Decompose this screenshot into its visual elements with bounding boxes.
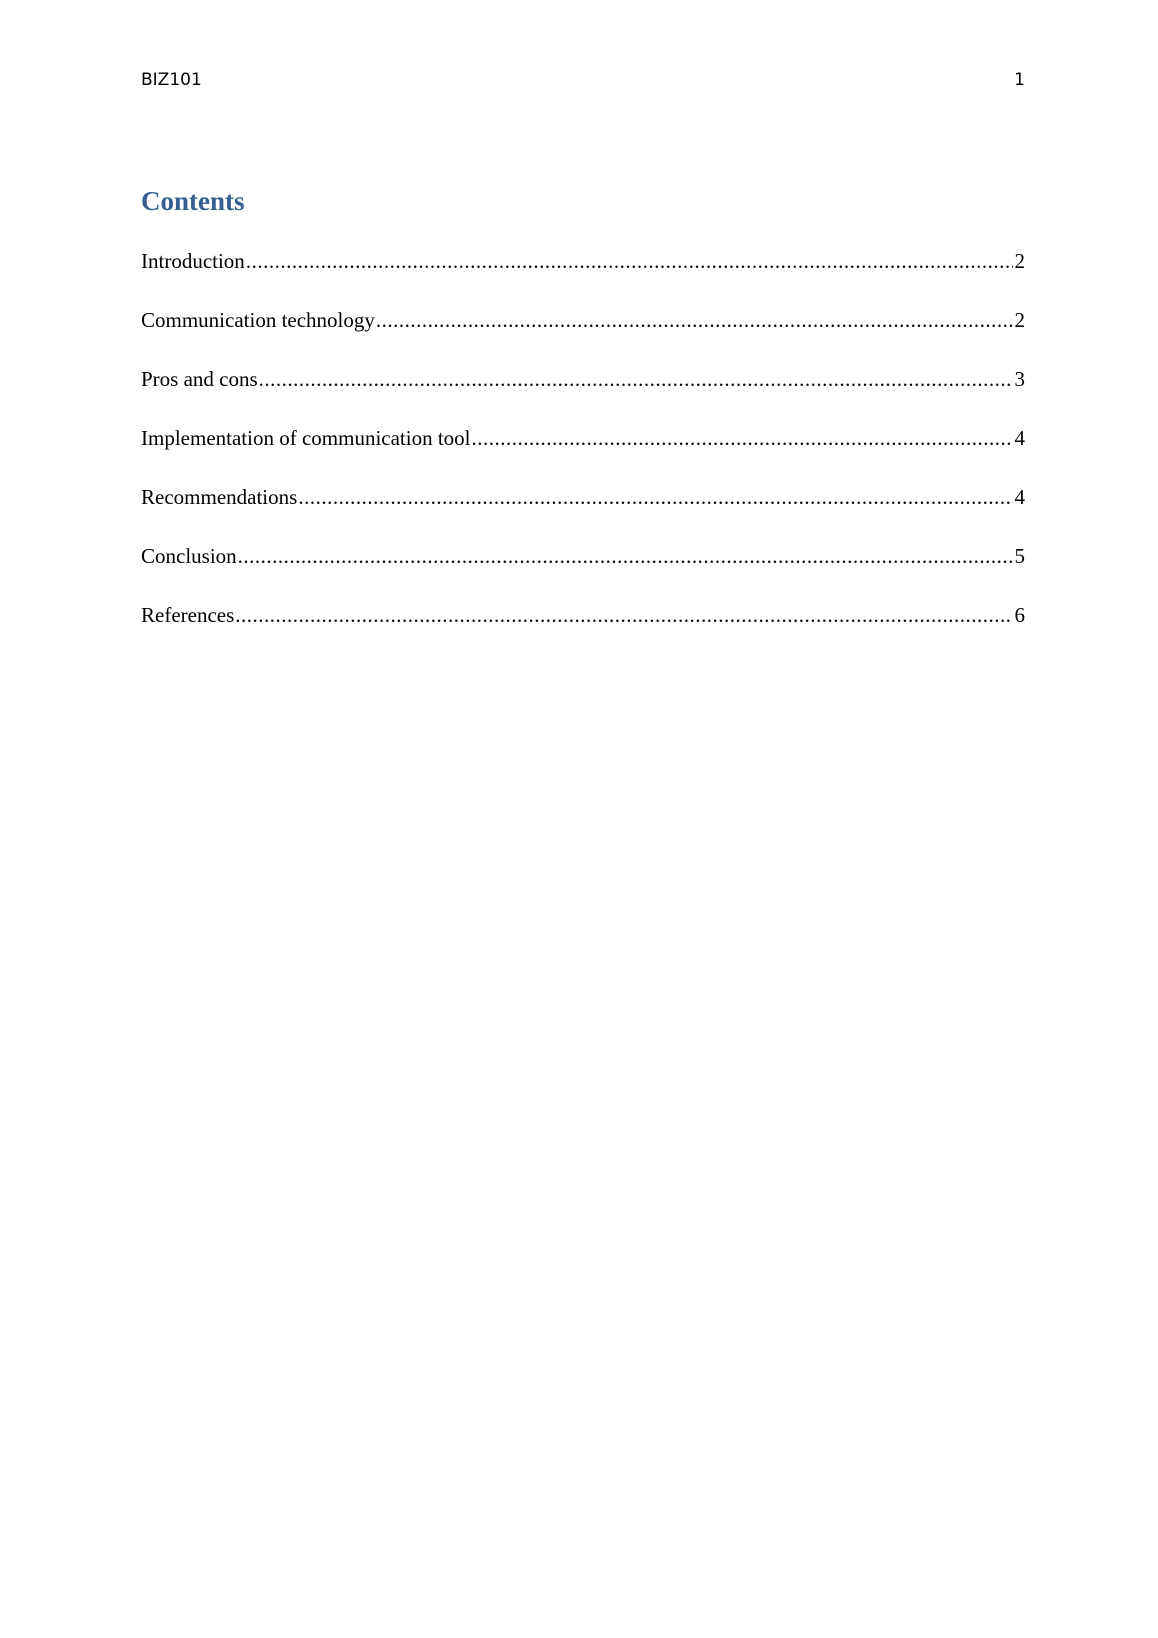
toc-dot-leader (235, 603, 1012, 628)
page-header (141, 70, 1025, 94)
toc-entry-label: Recommendations (141, 485, 298, 509)
toc-entry-label: Communication technology (141, 308, 375, 332)
toc-dot-leader (238, 544, 1013, 569)
toc-entry-pros-and-cons[interactable] (141, 367, 1025, 426)
toc-dot-leader (376, 308, 1013, 333)
toc-entry-page: 6 (1014, 603, 1025, 627)
toc-entry-conclusion[interactable] (141, 544, 1025, 603)
toc-entry-recommendations[interactable] (141, 485, 1025, 544)
toc-dot-leader (472, 426, 1013, 451)
page-number: 1 (1014, 70, 1025, 90)
toc-entry-introduction[interactable] (141, 249, 1025, 308)
toc-entry-page: 4 (1014, 485, 1025, 509)
toc-entry-page: 2 (1014, 249, 1025, 273)
course-code: BIZ101 (141, 70, 202, 90)
toc-dot-leader (259, 367, 1013, 392)
toc-dot-leader (246, 249, 1013, 274)
toc-entry-page: 5 (1014, 544, 1025, 568)
toc-entry-label: Pros and cons (141, 367, 258, 391)
toc-entry-label: Implementation of communication tool (141, 426, 471, 450)
toc-entry-communication-technology[interactable] (141, 308, 1025, 367)
toc-entry-page: 4 (1014, 426, 1025, 450)
table-of-contents (141, 249, 1025, 662)
toc-entry-label: Introduction (141, 249, 245, 273)
toc-dot-leader (298, 485, 1012, 510)
toc-entry-implementation[interactable] (141, 426, 1025, 485)
toc-entry-references[interactable] (141, 603, 1025, 662)
toc-entry-page: 3 (1014, 367, 1025, 391)
toc-entry-page: 2 (1014, 308, 1025, 332)
toc-entry-label: References (141, 603, 235, 627)
toc-entry-label: Conclusion (141, 544, 237, 568)
toc-title: Contents (141, 186, 245, 216)
